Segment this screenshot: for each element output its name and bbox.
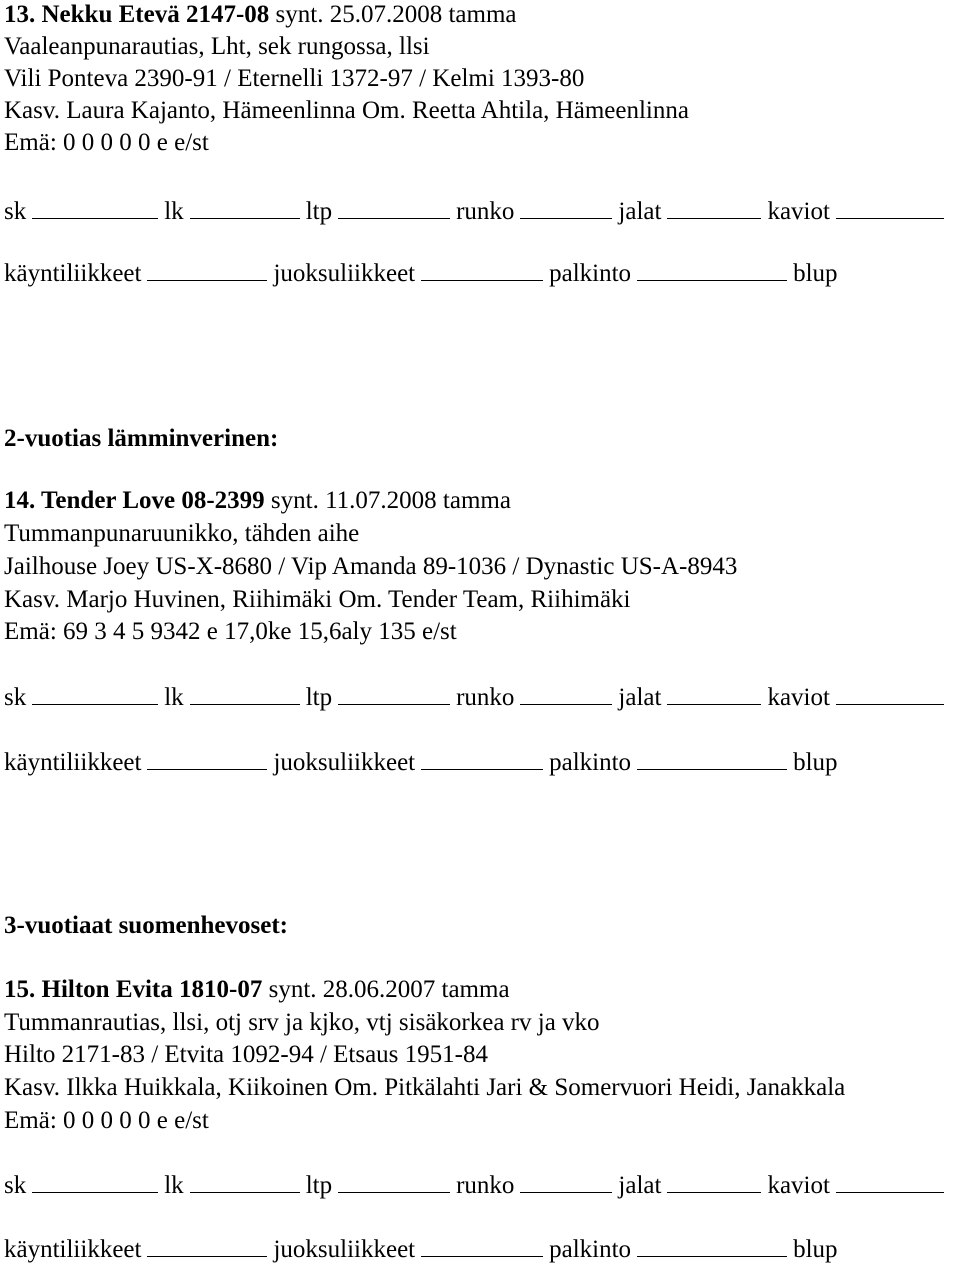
sk-blank (32, 196, 158, 219)
entry-15-name: 15. Hilton Evita 1810-07 (4, 976, 263, 1003)
entry-13-score-row-1 (4, 196, 960, 228)
juoksuliikkeet-blank (421, 1234, 543, 1257)
jalat-blank (667, 682, 761, 705)
runko-blank (520, 682, 612, 705)
ltp-label: ltp (305, 198, 333, 225)
blup-label: blup (793, 260, 838, 287)
jalat-blank (667, 1170, 761, 1193)
entry-14-pedigree: Jailhouse Joey US-X-8680 / Vip Amanda 89-1036 / Dynastic US-A-8943 (4, 553, 738, 580)
lk-blank (190, 682, 300, 705)
entry-15-score-row-2 (4, 1234, 960, 1266)
palkinto-blank (637, 258, 787, 281)
entry-13-score-row-2 (4, 258, 960, 290)
section-heading-2-year: 2-vuotias lämminverinen: (4, 425, 279, 452)
entry-14-breeder-owner: Kasv. Marjo Huvinen, Riihimäki Om. Tender Team, Riihimäki (4, 586, 631, 613)
ltp-label: ltp (305, 1172, 333, 1199)
kaviot-label: kaviot (767, 684, 830, 711)
juoksuliikkeet-blank (421, 747, 543, 770)
jalat-label: jalat (618, 684, 662, 711)
runko-label: runko (456, 198, 515, 225)
lk-blank (190, 1170, 300, 1193)
entry-14-birth: synt. 11.07.2008 tamma (270, 487, 511, 514)
palkinto-blank (637, 747, 787, 770)
kayntiliikkeet-label: käyntiliikkeet (4, 260, 142, 287)
kaviot-blank (836, 1170, 944, 1193)
kaviot-blank (836, 196, 944, 219)
kaviot-blank (836, 682, 944, 705)
kayntiliikkeet-blank (147, 747, 267, 770)
entry-14-score-row-1 (4, 682, 960, 714)
juoksuliikkeet-blank (421, 258, 543, 281)
lk-label: lk (164, 684, 184, 711)
entry-14-dam-info: Emä: 69 3 4 5 9342 e 17,0ke 15,6aly 135 e/st (4, 618, 457, 645)
entry-13-birth: synt. 25.07.2008 tamma (275, 1, 517, 28)
palkinto-blank (637, 1234, 787, 1257)
lk-blank (190, 196, 300, 219)
ltp-blank (338, 196, 450, 219)
kayntiliikkeet-label: käyntiliikkeet (4, 749, 142, 776)
runko-label: runko (456, 1172, 515, 1199)
entry-13-heading (4, 0, 517, 30)
kayntiliikkeet-label: käyntiliikkeet (4, 1236, 142, 1263)
jalat-label: jalat (618, 1172, 662, 1199)
ltp-label: ltp (305, 684, 333, 711)
lk-label: lk (164, 1172, 184, 1199)
runko-blank (520, 1170, 612, 1193)
entry-13-pedigree: Vili Ponteva 2390-91 / Eternelli 1372-97 / Kelmi 1393-80 (4, 65, 585, 92)
section-heading-3-year: 3-vuotiaat suomenhevoset: (4, 912, 289, 939)
blup-label: blup (793, 1236, 838, 1263)
entry-14-name: 14. Tender Love 08-2399 (4, 487, 265, 514)
entry-15-birth: synt. 28.06.2007 tamma (268, 976, 510, 1003)
kaviot-label: kaviot (767, 1172, 830, 1199)
runko-blank (520, 196, 612, 219)
ltp-blank (338, 682, 450, 705)
entry-14-score-row-2 (4, 747, 960, 779)
kaviot-label: kaviot (767, 198, 830, 225)
juoksuliikkeet-label: juoksuliikkeet (273, 749, 416, 776)
entry-13-dam-info: Emä: 0 0 0 0 0 e e/st (4, 129, 209, 156)
jalat-blank (667, 196, 761, 219)
entry-15-heading (4, 975, 510, 1005)
palkinto-label: palkinto (549, 749, 632, 776)
palkinto-label: palkinto (549, 1236, 632, 1263)
ltp-blank (338, 1170, 450, 1193)
entry-13-breeder-owner: Kasv. Laura Kajanto, Hämeenlinna Om. Reetta Ahtila, Hämeenlinna (4, 97, 689, 124)
entry-15-score-row-1 (4, 1170, 960, 1202)
blup-label: blup (793, 749, 838, 776)
entry-15-dam-info: Emä: 0 0 0 0 0 e e/st (4, 1107, 209, 1134)
palkinto-label: palkinto (549, 260, 632, 287)
sk-label: sk (4, 198, 27, 225)
entry-15-pedigree: Hilto 2171-83 / Etvita 1092-94 / Etsaus 1951-84 (4, 1041, 488, 1068)
sk-blank (32, 682, 158, 705)
entry-15-color: Tummanrautias, llsi, otj srv ja kjko, vtj sisäkorkea rv ja vko (4, 1009, 600, 1036)
runko-label: runko (456, 684, 515, 711)
entry-14-heading (4, 486, 511, 516)
kayntiliikkeet-blank (147, 258, 267, 281)
kayntiliikkeet-blank (147, 1234, 267, 1257)
lk-label: lk (164, 198, 184, 225)
entry-14-color: Tummanpunaruunikko, tähden aihe (4, 520, 360, 547)
jalat-label: jalat (618, 198, 662, 225)
sk-blank (32, 1170, 158, 1193)
entry-13-name: 13. Nekku Etevä 2147-08 (4, 1, 270, 28)
sk-label: sk (4, 684, 27, 711)
sk-label: sk (4, 1172, 27, 1199)
juoksuliikkeet-label: juoksuliikkeet (273, 1236, 416, 1263)
juoksuliikkeet-label: juoksuliikkeet (273, 260, 416, 287)
entry-15-breeder-owner: Kasv. Ilkka Huikkala, Kiikoinen Om. Pitkälahti Jari & Somervuori Heidi, Janakkala (4, 1074, 846, 1101)
entry-13-color: Vaaleanpunarautias, Lht, sek rungossa, llsi (4, 33, 430, 60)
